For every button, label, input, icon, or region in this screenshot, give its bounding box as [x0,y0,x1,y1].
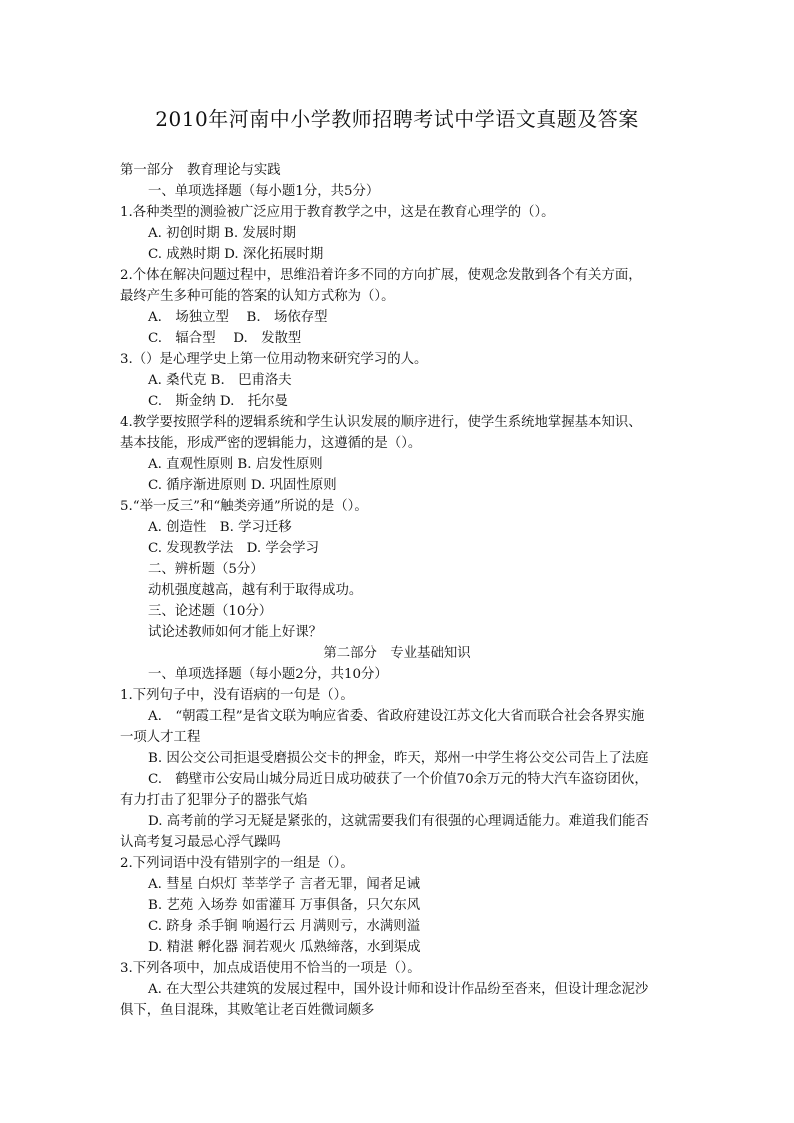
answer-options: A. 桑代克 B. 巴甫洛夫 [148,373,292,388]
question-text: 4.教学要按照学科的逻辑系统和学生认识发展的顺序进行，使学生系统地掌握基本知识、 [120,415,642,430]
answer-options: C. 辐合型 D. 发散型 [148,331,302,346]
question-group-heading: 一、单项选择题（每小题1分，共5分） [148,184,380,199]
question-text: 基本技能，形成严密的逻辑能力，这遵循的是（）。 [120,436,422,451]
answer-options: C. 成熟时期 D. 深化拓展时期 [148,247,324,262]
answer-options: C. 斯金纳 D. 托尔曼 [148,394,288,409]
question-text: 1.各种类型的测验被广泛应用于教育教学之中，这是在教育心理学的（）。 [120,205,555,220]
question-group-heading: 一、单项选择题（每小题2分，共10分） [148,667,388,682]
question-text: 5.“举一反三”和“触类旁通”所说的是（）。 [120,499,368,514]
answer-options: A. 创造性 B. 学习迁移 [148,520,292,535]
answer-options: D. 精湛 孵化器 洞若观火 瓜熟缔落，水到渠成 [148,940,421,955]
document-title: 2010年河南中小学教师招聘考试中学语文真题及答案 [155,107,639,131]
answer-options: C. 鹤壁市公安局山城分局近日成功破获了一个价值70余万元的特大汽车盗窃团伙， [148,772,648,787]
answer-options: B. 艺苑 入场券 如雷灌耳 万事俱备，只欠东风 [148,898,421,913]
question-text: 1.下列句子中，没有语病的一句是（）。 [120,688,354,703]
answer-options: A. 直观性原则 B. 启发性原则 [148,457,323,472]
answer-options: B. 因公交公司拒退受磨损公交卡的押金，昨天，郑州一中学生将公交公司告上了法庭 [148,751,649,766]
answer-options: A. “朝霞工程”是省文联为响应省委、省政府建设江苏文化大省而联合社会各界实施 [148,709,645,724]
answer-options: 一项人才工程 [120,730,201,745]
question-group-heading: 二、辨析题（5分） [148,562,264,577]
answer-options: 有力打击了犯罪分子的嚣张气焰 [120,793,308,808]
question-text: 动机强度越高，越有利于取得成功。 [148,583,363,598]
question-text: 最终产生多种可能的答案的认知方式称为（）。 [120,289,395,304]
answer-options: A. 初创时期 B. 发展时期 [148,226,296,241]
question-text: 2.个体在解决问题过程中，思维沿着许多不同的方向扩展，使观念发散到各个有关方面， [120,268,642,283]
section-heading-part-two: 第二部分 专业基础知识 [323,646,471,661]
question-text: 3.下列各项中，加点成语使用不恰当的一项是（）。 [120,961,421,976]
question-group-heading: 三、论述题（10分） [148,604,273,619]
answer-options: C. 发现教学法 D. 学会学习 [148,541,319,556]
answer-options: A. 场独立型 B. 场依存型 [148,310,328,325]
answer-options: 认高考复习最忌心浮气躁吗 [120,835,281,850]
section-heading-part-one: 第一部分 教育理论与实践 [120,163,281,178]
answer-options: C. 循序渐进原则 D. 巩固性原则 [148,478,337,493]
answer-options: 俱下，鱼目混珠，其败笔让老百姓微词颇多 [120,1003,375,1018]
question-text: 3.（）是心理学史上第一位用动物来研究学习的人。 [120,352,428,367]
answer-options: D. 高考前的学习无疑是紧张的，这就需要我们有很强的心理调适能力。难道我们能否 [148,814,649,829]
question-text: 2.下列词语中没有错别字的一组是（）。 [120,856,354,871]
answer-options: C. 跻身 杀手锏 响遏行云 月满则亏，水满则溢 [148,919,421,934]
question-text: 试论述教师如何才能上好课？ [148,625,323,640]
answer-options: A. 彗星 白炽灯 莘莘学子 言者无罪，闻者足诫 [148,877,420,892]
answer-options: A. 在大型公共建筑的发展过程中，国外设计师和设计作品纷至沓来，但设计理念泥沙 [148,982,649,997]
